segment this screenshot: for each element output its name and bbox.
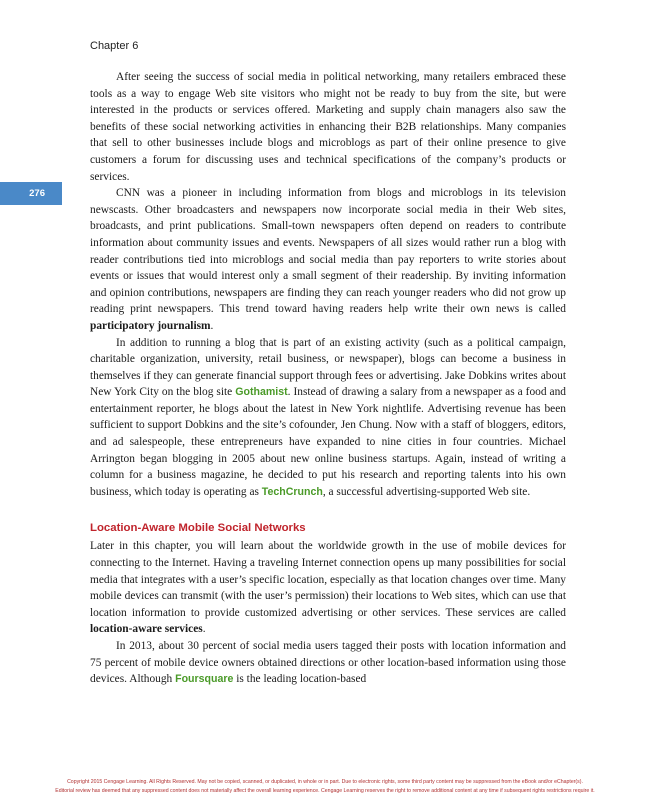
key-term-location-aware-services: location-aware services <box>90 623 203 636</box>
paragraph-text: Later in this chapter, you will learn about the worldwide growth in the use of mobile devices for connecting to the Internet. Having a traveling Internet connection opens up many possibilities for social media that integrates with a user’s specific location, especially as that location changes over time. Many mobile devices can transmit (with the user’s permission) their locations to Web sites, which can use that location information to provide customized advertising or other services. These services are called <box>90 540 566 619</box>
footer-line-1: Copyright 2015 Cengage Learning. All Rights Reserved. May not be copied, scanned, or duplicated, in whole or in part. Due to electronic rights, some third party content may be suppressed from the eBook and/or eChapter(s). <box>67 779 583 785</box>
paragraph-text: CNN was a pioneer in including information from blogs and microblogs in its television newscasts. Other broadcasters and newspapers now incorporate social media in their Web sites, broadcasts, and print publications. Small-town newspapers often depend on readers to contribute information about community issues and events. Newspapers of all sizes would rather run a blog with reader contributions tied into microblogs and social media than pay reporters to write stories about events or issues that would interest only a small segment of their readership. By inviting information and opinion contributions, newspapers are finding they can reach younger readers who did not grow up reading print newspapers. This trend toward having readers help write their own news is called <box>90 187 566 316</box>
paragraph-location-aware <box>90 538 566 638</box>
paragraph-text: , a successful advertising-supported Web site. <box>322 485 531 498</box>
body-text <box>90 69 566 688</box>
copyright-footer <box>20 778 630 795</box>
page-number: 276 <box>29 188 45 199</box>
paragraph-text: is the leading location-based <box>233 673 367 686</box>
paragraph-retailers <box>90 69 566 185</box>
paragraph-text: . <box>210 319 214 332</box>
section-heading: Location-Aware Mobile Social Networks <box>90 522 306 535</box>
link-gothamist[interactable]: Gothamist <box>235 386 288 399</box>
paragraph-2013-stats <box>90 638 566 688</box>
paragraph-text: . <box>202 623 206 636</box>
paragraph-text: In addition to running a blog that is part of an existing activity (such as a political campaign, charitable organization, university, retail business, or newspaper), blogs can become a business in themselves if they can generate financial support through fees or advertising. Jake Dobkins writes about New York City on the blog site <box>90 336 566 399</box>
paragraph-cnn <box>90 185 566 334</box>
footer-line-2: Editorial review has deemed that any suppressed content does not materially affect the overall learning experience. Cengage Learning reserves the right to remove additional content at any time if subsequent rights restrictions require it. <box>55 787 595 794</box>
key-term-participatory-journalism: participatory journalism <box>90 319 211 332</box>
paragraph-text: In 2013, about 30 percent of social media users tagged their posts with location information and 75 percent of mobile device owners obtained directions or other location-based information using those devices. Although <box>90 640 566 686</box>
paragraph-blog-business <box>90 335 566 501</box>
paragraph-text: After seeing the success of social media in political networking, many retailers embraced these tools as a way to engage Web site visitors who might not be ready to buy from the site, but were interested in the products or services offered. Marketing and supply chain managers also saw the benefits of these social networking activities in enhancing their B2B relationships. Many companies that sell to other businesses include blogs and microblogs as part of their online presence to give customers a forum for discussing uses and technical specifications of the company’s products or services. <box>90 71 566 183</box>
page-number-tab <box>0 182 62 205</box>
link-techcrunch[interactable]: TechCrunch <box>261 485 323 498</box>
chapter-label: Chapter 6 <box>90 40 139 52</box>
link-foursquare[interactable]: Foursquare <box>175 673 234 686</box>
paragraph-text: . Instead of drawing a salary from a newspaper as a food and entertainment reporter, he blogs about the latest in New York nightlife. Advertising revenue has been sufficient to support Dobkins and the site’s cofounder, Jen Chung. Now with a staff of bloggers, editors, and ad salespeople, these entrepreneurs have expanded to nine cities in four countries. Michael Arrington began blogging in 2005 about new online business startups. Again, instead of writing a column for a business magazine, he decided to put his research and reporting talents into his own business, which today is operating as <box>90 386 566 498</box>
